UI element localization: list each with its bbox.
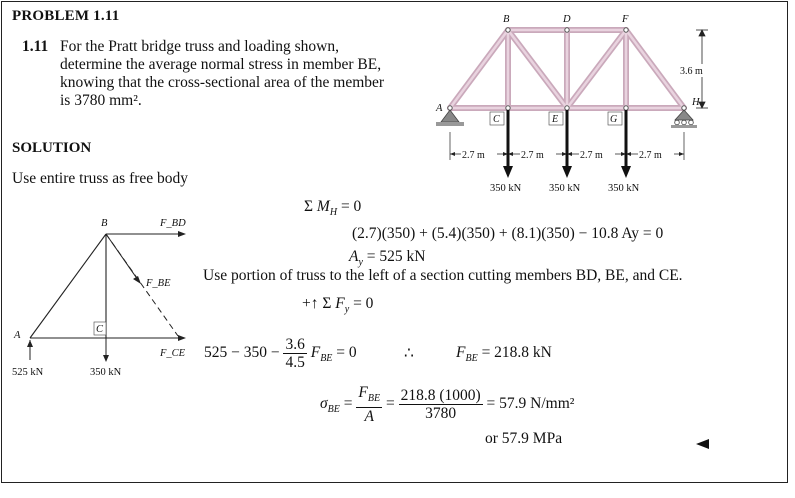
eq-fy-frac-num: 3.6	[285, 336, 305, 353]
eq-fy-fraction	[283, 336, 306, 371]
eq-sigma-fraction-1: $\frac{F_{BE}}{A}$	[358, 384, 381, 426]
spacing-label-3: 2.7 m	[580, 150, 603, 161]
spacing-label-2: 2.7 m	[521, 150, 544, 161]
fbd-label-fce: F_CE	[160, 348, 186, 359]
eq-fy-left: 525 − 350 −	[204, 344, 280, 362]
eq-sigma-frac2-den: 3780	[425, 405, 457, 423]
joint-label-g: G	[610, 114, 618, 125]
problem-line-1: For the Pratt bridge truss and loading shown,	[60, 38, 339, 55]
fbd-label-fbd: F_BD	[160, 218, 186, 229]
fbd-load-label: 350 kN	[90, 367, 122, 378]
fbd-label-fbe: F_BE	[146, 278, 171, 289]
eq-fbe-result-value: = 218.8 kN	[481, 344, 552, 361]
eq-sigma-frac2-num: 218.8 (1000)	[400, 387, 481, 405]
therefore-symbol: ∴	[404, 345, 414, 362]
problem-statement	[22, 38, 384, 110]
end-marker-icon	[696, 439, 710, 449]
joint-label-h: H	[692, 97, 700, 108]
joint-label-b: B	[503, 14, 510, 25]
fbd-label-b: B	[101, 218, 108, 229]
solution-intro: Use entire truss as free body	[12, 170, 189, 187]
truss-diagram	[426, 8, 716, 194]
eq-sigma-result: = 57.9 N/mm²	[486, 395, 575, 413]
problem-line-2: determine the average normal stress in member BE,	[60, 56, 382, 73]
eq-fy: 525 − 350 − $\frac{3.6}{4.5}$ $F_{BE} = 0$	[204, 336, 357, 371]
eq-fy-frac-den: 4.5	[285, 354, 305, 371]
section-text: Use portion of truss to the left of a section cutting members BD, BE, and CE.	[203, 267, 683, 284]
eq-moment: (2.7)(350) + (5.4)(350) + (8.1)(350) − 10.8 Ay = 0	[352, 225, 664, 242]
fbd-reaction-label: 525 kN	[12, 367, 44, 378]
spacing-label-1: 2.7 m	[462, 150, 485, 161]
problem-number: 1.11	[22, 38, 49, 55]
eq-sum-fy: +↑ Σ $F_y = 0$	[302, 295, 374, 316]
eq-sum-mh-value: = 0	[340, 198, 362, 215]
eq-sum-mh: Σ $M_H = 0$	[304, 198, 362, 219]
eq-fy-right: = 0	[336, 344, 357, 362]
fbd-label-a: A	[14, 330, 21, 341]
eq-sum-fy-value: = 0	[353, 295, 374, 312]
eq-ay-value: = 525 kN	[366, 248, 426, 265]
load-label-c: 350 kN	[490, 183, 522, 194]
joint-label-c: C	[493, 114, 500, 125]
fbd-label-c: C	[96, 324, 104, 335]
roller-support-h	[671, 110, 697, 128]
solution-page	[1, 1, 788, 483]
load-label-e: 350 kN	[549, 183, 581, 194]
load-label-g: 350 kN	[608, 183, 640, 194]
problem-line-3: knowing that the cross-sectional area of the member	[60, 74, 385, 91]
height-label: 3.6 m	[680, 66, 703, 77]
problem-heading: PROBLEM 1.11	[12, 8, 120, 24]
solution-heading: SOLUTION	[12, 140, 92, 156]
eq-mpa: or 57.9 MPa	[485, 430, 563, 447]
free-body-diagram	[10, 210, 200, 380]
joint-label-d: D	[563, 14, 571, 25]
problem-line-4: is 3780 mm².	[60, 92, 142, 109]
joint-label-f: F	[622, 14, 629, 25]
joint-label-a: A	[436, 103, 443, 114]
joint-label-e: E	[552, 114, 559, 125]
spacing-label-4: 2.7 m	[639, 150, 662, 161]
eq-fbe-result: $F_{BE} = 218.8$ kN	[456, 344, 552, 365]
eq-ay: $A_y = 525$ kN	[349, 248, 426, 269]
eq-sigma: $\sigma_{BE}$ = $\frac{F_{BE}}{A}$ = $\frac{218.8 (1000)}{3780}$ = 57.9 N/mm²	[320, 384, 575, 426]
eq-sigma-fraction-2	[399, 387, 483, 422]
